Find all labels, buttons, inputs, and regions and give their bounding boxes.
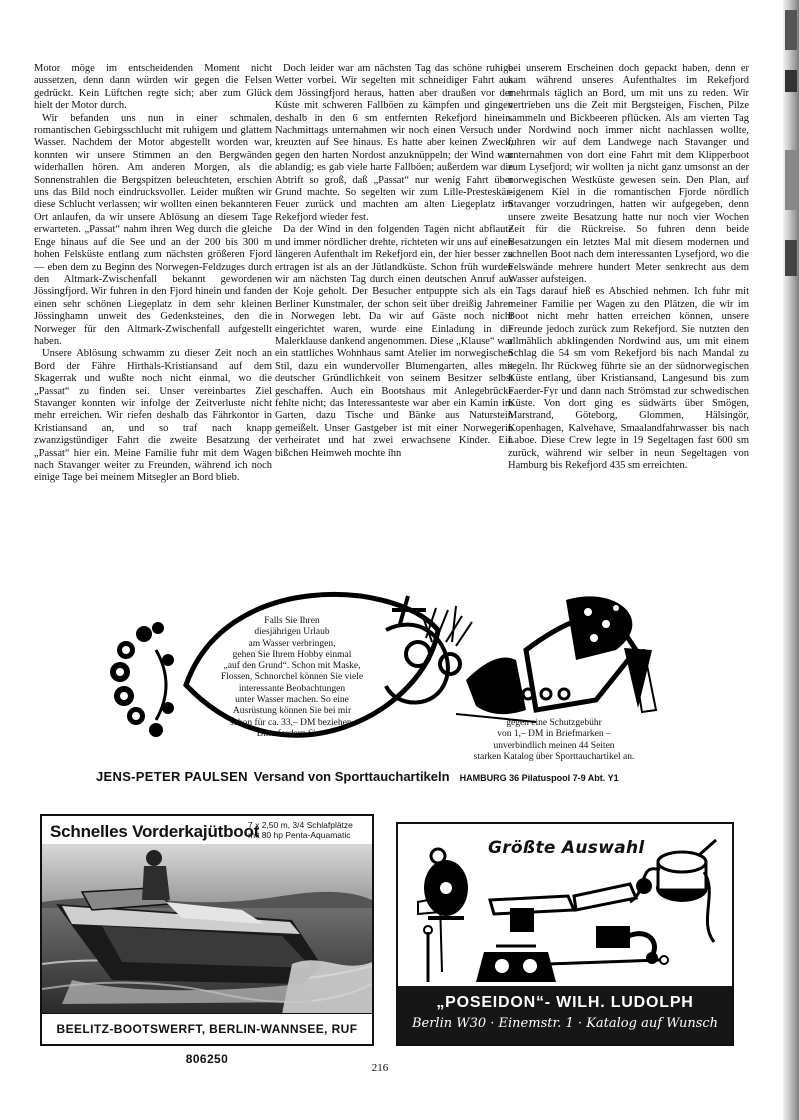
fairlead-icon (476, 946, 556, 982)
article-paragraph: bei unserem Erscheinen doch gepackt haben, denn er kam während unseres Aufenthaltes im Rekefjord mehrmals täglich an Bord, um mit uns zu reden. Wir vertrieben uns die Zeit mit Bergsteigen, Fischen, Pilze sammeln und Bickbeeren pflücken. Als am vierten Tag der Nordwind noch immer nicht nachlassen wollte, fuhren wir auf dem Landwege nach Stavanger und unternahmen von dort eine Fahrt mit dem Klipperboot zum Lysefjord; wir wollten ja nicht ganz umsonst an der norwegischen Westküste gewesen sein. Den Plan, auf eigenem Kiel in die romantischen Fjorde nördlich Stavanger vorzudringen, hatten wir aufgegeben, denn unsere zweite Besatzung hatte nur noch vier Wochen Zeit für die Rückreise. So fuhren denn beide Besatzungen ein letztes Mal mit diesem modernen und schnellen Boot nach dem interessanten Lysefjord, wo die Felswände mehrere hundert Meter senkrecht aus dem Wasser aufsteigen. (508, 63, 749, 285)
ad-line: Flossen, Schnorchel können Sie viele (220, 672, 364, 683)
ad-line: mit 80 hp Penta-Aquamatic (248, 830, 351, 840)
ad-line: unter Wasser machen. So eine (235, 695, 349, 706)
ad-line: am Wasser verbringen, (248, 638, 336, 649)
ad-line: diesjährigen Urlaub (254, 627, 330, 638)
article-column-3 (508, 63, 749, 472)
ad-line: Bitte fordern Sie – (256, 728, 328, 739)
page-number: 216 (371, 1062, 389, 1074)
ad-line: „auf den Grund“. Schon mit Maske, (223, 661, 361, 672)
article-paragraph: Unsere Ablösung schwamm zu dieser Zeit noch an Bord der Fähre Hirthals-Kristiansand auf dem Skagerrak und wußte noch nicht einmal, wo die „Passat“ zu finden sei. Unser vereinbartes Ziel Stavanger konnten wir infolge der Zeitverluste nicht mehr erreichen. Wir riefen deshalb das Fährkontor in Kristiansand an, und so traf nach knapp zwanzigstündiger Fahrt die zweite Besatzung der „Passat“ hier ein. Meine Familie fuhr mit dem Wagen nach Stavanger weiter zu Freunden, während ich noch einige Tage bei meinem Mitsegler an Bord blieb. (34, 348, 272, 484)
article-column-1 (34, 63, 272, 485)
crank-handle-icon (548, 926, 668, 964)
ad-boat-title: Schnelles Vorderkajütboot (50, 822, 260, 841)
page-edge-binding (783, 0, 799, 1120)
article-paragraph: Da der Wind in den folgenden Tagen nicht abflaute und immer nördlicher drehte, richteten wir uns auf einen längeren Aufenthalt im Rekefjord ein, der hier besser zu ertragen ist als an der Jütlandküste. Schon früh wurden wir am nächsten Tag durch einen deutschen Anruf aus der Koje geholt. Der Besucher entpuppte sich als ein Berliner Kunstmaler, der schon seit über dreißig Jahren in Norwegen lebt. Da wir auf Gäste noch nicht eingerichtet waren, wurde eine Einladung in die Malerklause dankend angenommen. Diese „Klause“ war ein stattliches Wohnhaus samt Atelier im norwegischen Stil, dazu ein wundervoller Blumengarten, alles mit deutscher Gründlichkeit von seinem Besitzer selbst geschaffen. Auch ein Bootshaus mit Anlegebrücke fehlte nicht; das Interessanteste war aber ein Kamin im Garten, dazu Tische und Bänke aus Naturstein gemeißelt. Unser Gastgeber ist mit einer Norwegerin verheiratet und hat zwei erwachsene Kinder. Ein bißchen Heimweh mochte ihn (275, 224, 513, 459)
ad-line: interessante Beobachtungen (238, 683, 346, 694)
ad-diving-footer (96, 768, 756, 786)
ad-company-name: JENS-PETER PAULSEN (96, 769, 248, 784)
boat-photo (42, 844, 372, 1014)
ad-boat (40, 814, 374, 1066)
ad-line: schon für ca. 33,– DM beziehen. (230, 717, 354, 728)
ad-diving-copy (204, 616, 380, 740)
tiller-icon (490, 878, 652, 932)
ad-boat-footer: BEELITZ-BOOTSWERFT, BERLIN-WANNSEE, RUF 806250 (42, 1013, 372, 1044)
ad-line: unverbindlich meinen 44 Seiten (493, 740, 615, 751)
ad-hardware-title: Größte Auswahl (488, 838, 645, 858)
ad-line: gegen eine Schutzgebühr (506, 718, 602, 728)
article-column-2 (275, 63, 513, 460)
article-paragraph: Wir befanden uns nun in einer schmalen, romantischen Gebirgsschlucht mit ruhigem und glattem Wasser. Nachdem der Motor abgestellt worden war, konnten wir unsere Stimmen an den Bergwänden widerhallen hören. Am anderen Morgen, als die Sonnenstrahlen die Bergspitzen beleuchteten, erschien uns das Bild noch eindrucksvoller. Leider mußten wir diese Schlucht verlassen; wir wollten einen bekannteren Ort anlaufen, da wir unsere Ablösung an diesem Tage erwarteten. „Passat“ nahm ihren Weg durch die gleiche Enge hinaus auf die See und an der 200 bis 300 m hohen Felsküste entlang zum nächsten größeren Fjord — eben dem zu Beginn des Norwegen-Feldzuges durch den Altmark-Zwischenfall bekannt gewordenen Jössingfjord. Wir fuhren in den Fjord hinein und fanden einen sehr schönen Liegeplatz in dem sehr kleinen Jössinghamn unweit des Gedenksteines, den die Norweger für den Altmark-Zwischenfall aufgestellt haben. (34, 112, 272, 347)
ad-address: HAMBURG 36 Pilatuspool 7-9 Abt. Y1 (459, 773, 619, 783)
article-paragraph: Doch leider war am nächsten Tag das schöne ruhige Wetter vorbei. Wir segelten mit schneidiger Fahrt aus dem Jössingfjord heraus, hatten aber draußen vor der Küste mit schweren Fallböen zu kämpfen und gingen deshalb in den 6 sm entfernten Rekefjord hinein. Nachmittags unternahmen wir noch einen Versuch und kreuzten auf See hinaus. Es hatte aber keinen Zweck, gegen den harten Nordost anzuknüppeln; der Wind war ablandig; es gab viele harte Fallböen; außerdem war die Abtrift so groß, daß „Passat“ nur wenig Fahrt über Grund machte. So segelten wir zum Lille-Presteskär-Feuer zurück und machten am alten Liegeplatz im Rekefjord wieder fest. (275, 63, 513, 223)
pulley-block-icon (424, 849, 468, 918)
ad-line: von 1,– DM in Briefmarken – (497, 729, 611, 740)
ad-diving-equipment (96, 590, 736, 784)
ad-line: gehen Sie Ihrem Hobby einmal (232, 649, 352, 660)
ad-sailing-hardware (396, 822, 734, 1046)
ad-line: Falls Sie Ihren (264, 616, 320, 626)
ad-slogan: Versand von Sporttauchartikeln (253, 769, 450, 784)
ad-line: starken Katalog über Sporttauchartikel an. (473, 751, 635, 762)
ad-line: Ausrüstung können Sie bei mir (232, 706, 352, 717)
ad-hardware-footer (398, 986, 732, 1044)
article-paragraph: Motor möge im entscheidenden Moment nicht aussetzen, denn dann würden wir gegen die Felsen gedrückt. Kein Lüftchen regte sich; aber zum Glück hielt der Motor durch. (34, 63, 272, 112)
ad-boat-specs (248, 820, 370, 840)
article-paragraph: Tags darauf hieß es Abschied nehmen. Ich fuhr mit meiner Familie per Wagen zu den Plätzen, die wir im Boot nicht mehr hatten erreichen können, unsere Freunde jedoch zurück zum Rekefjord. Sie nutzten den allmählich abklingenden Nordwind aus, um mit einem Schlag die 54 sm vom Rekefjord bis nach Mandal zu segeln. Ihr Rückweg führte sie an der südnorwegischen Küste entlang, über Kristiansand, Langesund bis zum Faerder-Fyr und dann nach Strömstad zur schwedischen Küste. Von dort ging es südwärts über Smögen, Marstrand, Göteborg, Glommen, Hälsingör, Kopenhagen, Kalvehave, Smaalandfahrwasser bis nach Laboe. Diese Crew legte in 19 Segeltagen fast 600 sm zurück, während wir selber in neun Segeltagen von Hamburg bis Rekefjord 435 sm erreichten. (508, 286, 749, 471)
ad-line: 7 x 2,50 m, 3/4 Schlafplätze (248, 820, 353, 830)
ad-diving-copy-2 (454, 718, 654, 763)
ad-company-name: „POSEIDON“- WILH. LUDOLPH (436, 994, 694, 1011)
ad-address: Berlin W30 · Einemstr. 1 · Katalog auf Wunsch (411, 1016, 719, 1031)
